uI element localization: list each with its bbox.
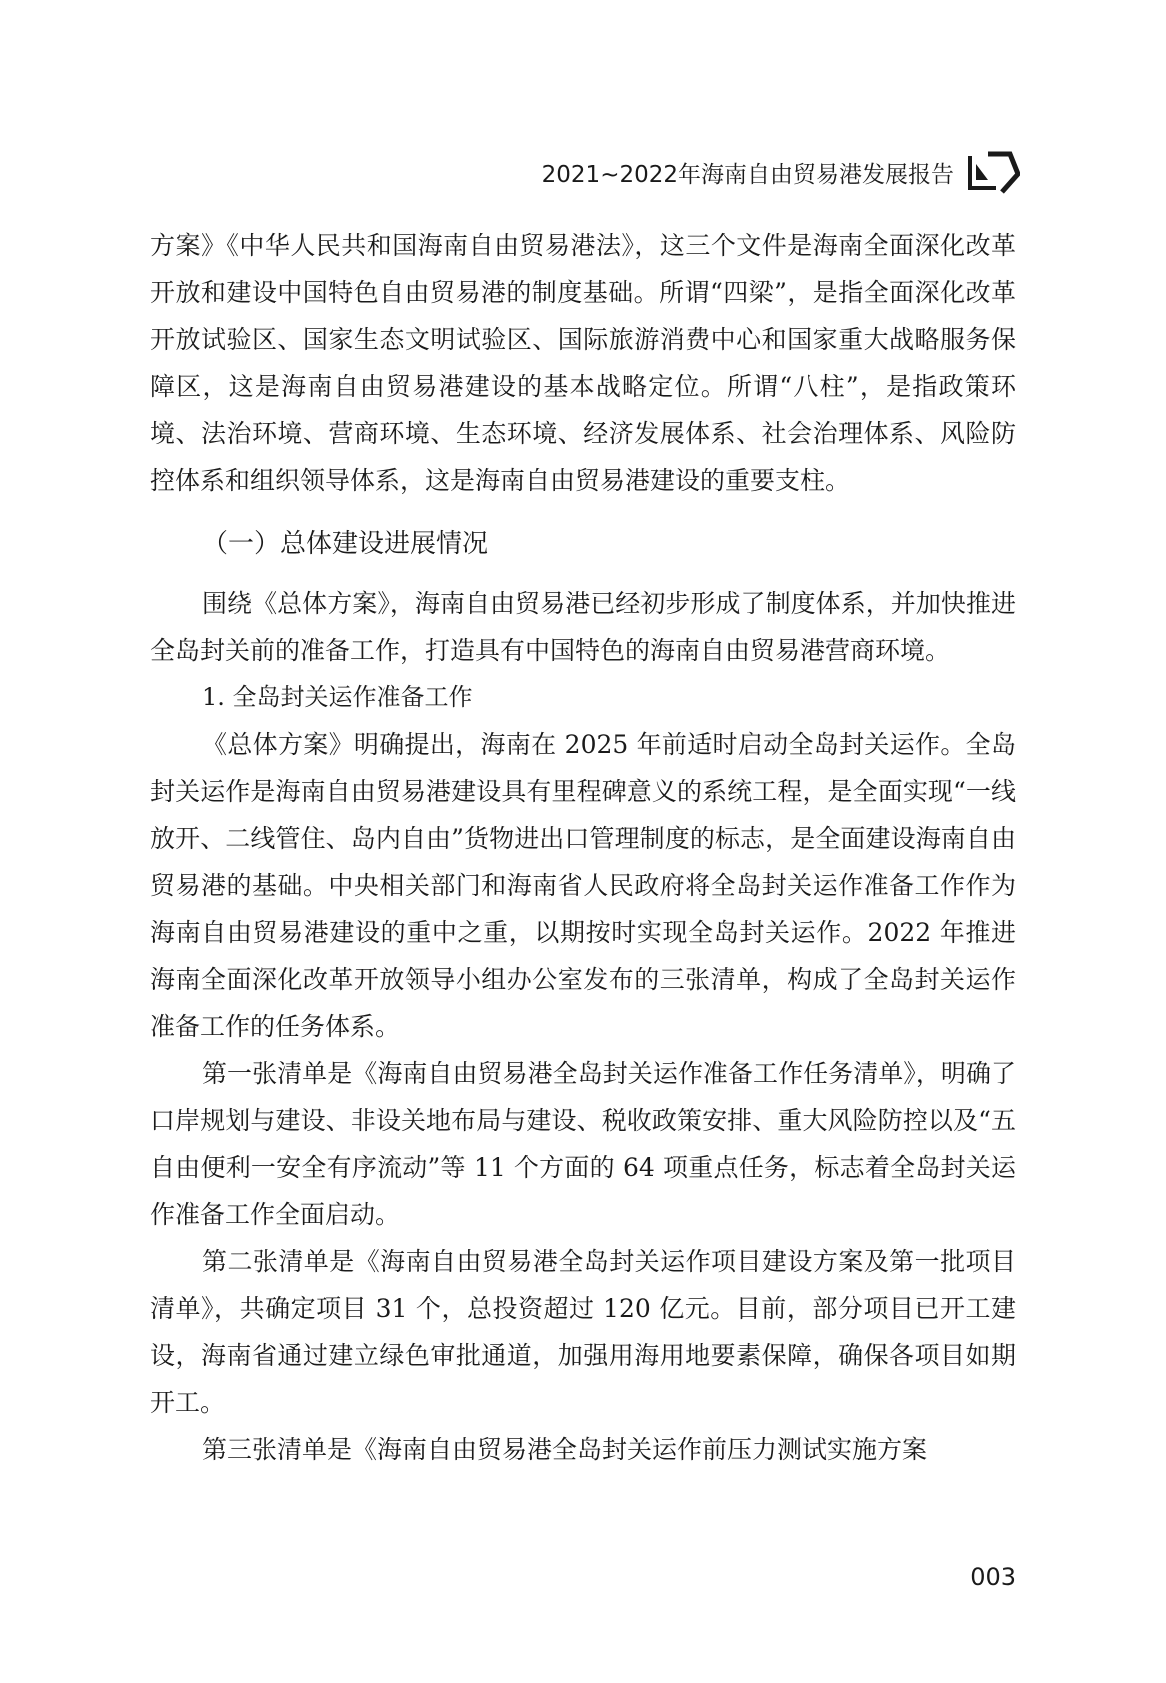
book-corner-arrow-icon — [966, 150, 1020, 194]
subsection-heading: 1. 全岛封关运作准备工作 — [202, 683, 473, 711]
paragraph: 方案》《中华人民共和国海南自由贸易港法》，这三个文件是海南全面深化改革开放和建设中国特色自由贸易港的制度基础。所谓“四梁”，是指全面深化改革开放试验区、国家生态文明试验区、国际旅游消费中心和国家重大战略服务保障区，这是海南自由贸易港建设的基本战略定位。所谓“八柱”，是指政策环境、法治环境、营商环境、生态环境、经济发展体系、社会治理体系、风险防控体系和组织领导体系，这是海南自由贸易港建设的重要支柱。 — [150, 231, 1016, 495]
page-number: 003 — [970, 1563, 1016, 1591]
paragraph: 《总体方案》明确提出，海南在 2025 年前适时启动全岛封关运作。全岛封关运作是海南自由贸易港建设具有里程碑意义的系统工程，是全面实现“一线放开、二线管住、岛内自由”货物进出口管理制度的标志，是全面建设海南自由贸易港的基础。中央相关部门和海南省人民政府将全岛封关运作准备工作作为海南自由贸易港建设的重中之重，以期按时实现全岛封关运作。2022 年推进海南全面深化改革开放领导小组办公室发布的三张清单，构成了全岛封关运作准备工作的任务体系。 — [150, 730, 1016, 1041]
running-header-title: 2021~2022年海南自由贸易港发展报告 — [541, 162, 954, 188]
running-header — [0, 150, 1166, 198]
body-text — [150, 222, 1016, 1473]
paragraph: 第一张清单是《海南自由贸易港全岛封关运作准备工作任务清单》，明确了口岸规划与建设、非设关地布局与建设、税收政策安排、重大风险防控以及“五自由便利一安全有序流动”等 11 个方面的 64 项重点任务，标志着全岛封关运作准备工作全面启动。 — [150, 1059, 1016, 1229]
paragraph: 第二张清单是《海南自由贸易港全岛封关运作项目建设方案及第一批项目清单》，共确定项目 31 个，总投资超过 120 亿元。目前，部分项目已开工建设，海南省通过建立绿色审批通道，加强用海用地要素保障，确保各项目如期开工。 — [150, 1247, 1016, 1417]
paragraph: 围绕《总体方案》，海南自由贸易港已经初步形成了制度体系，并加快推进全岛封关前的准备工作，打造具有中国特色的海南自由贸易港营商环境。 — [150, 589, 1016, 665]
paragraph: 第三张清单是《海南自由贸易港全岛封关运作前压力测试实施方案 — [202, 1435, 928, 1464]
section-heading: （一）总体建设进展情况 — [202, 529, 489, 559]
